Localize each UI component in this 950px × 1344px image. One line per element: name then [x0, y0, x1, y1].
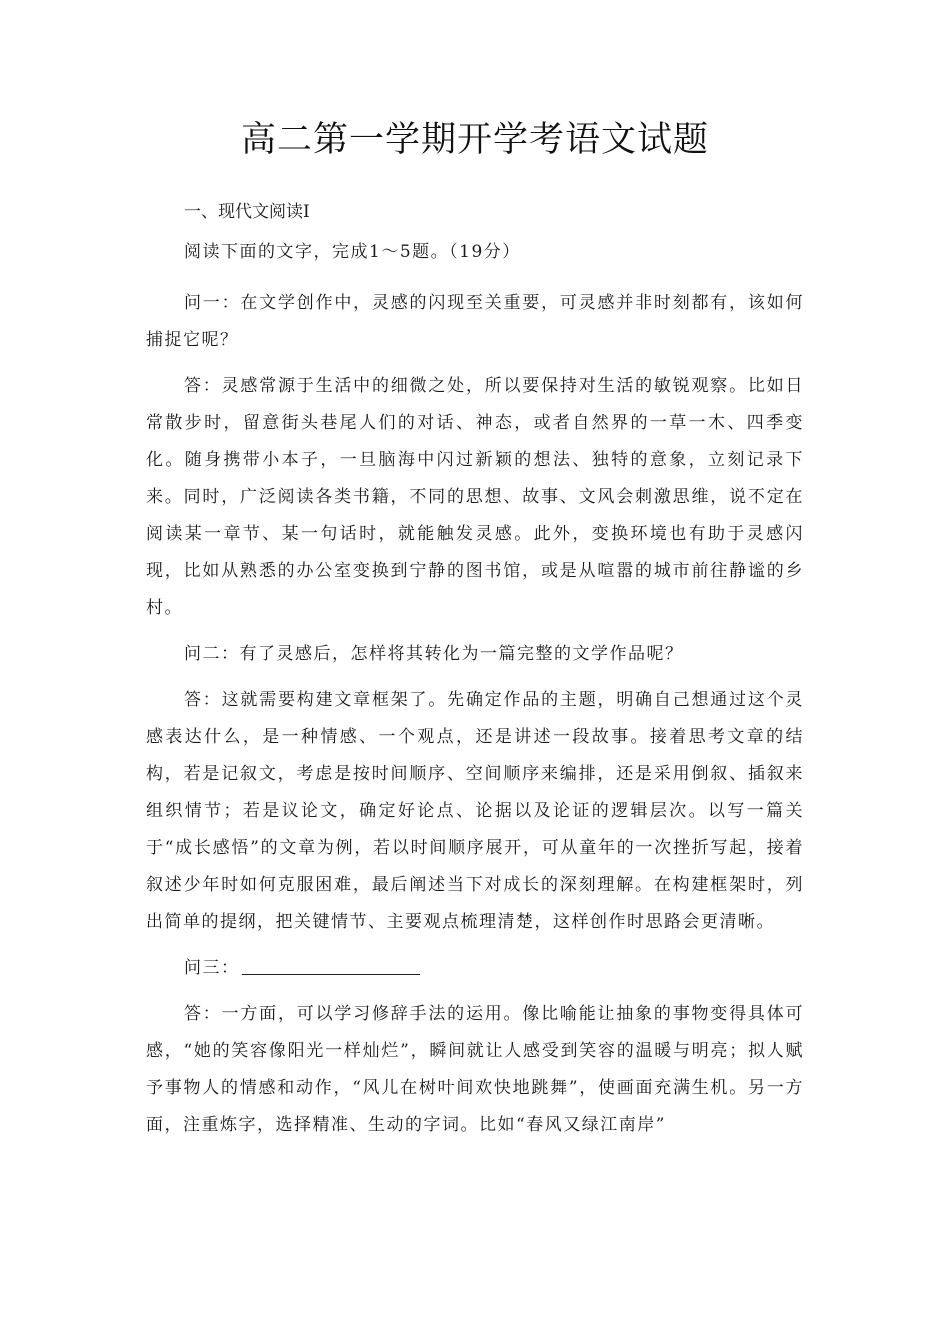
question-1: 问一：在文学创作中，灵感的闪现至关重要，可灵感并非时刻都有，该如何捕捉它呢？ — [146, 293, 804, 350]
section-heading: 一、现代文阅读Ⅰ — [184, 202, 310, 222]
question-2: 问二：有了灵感后，怎样将其转化为一篇完整的文学作品呢？ — [184, 644, 684, 664]
reading-instruction: 阅读下面的文字，完成1～5题。（19分） — [184, 242, 521, 262]
question-3-label: 问三： — [184, 958, 240, 978]
answer-blank-line[interactable] — [242, 956, 420, 975]
answer-1: 答：灵感常源于生活中的细微之处，所以要保持对生活的敏锐观察。比如日常散步时，留意街头巷尾人们的对话、神态，或者自然界的一草一木、四季变化。随身携带小本子，一旦脑海中闪过新颖的想法、独特的意象，立刻记录下来。同时，广泛阅读各类书籍，不同的思想、故事、文风会刺激思维，说不定在阅读某一章节、某一句话时，就能触发灵感。此外，变换环境也有助于灵感闪现，比如从熟悉的办公室变换到宁静的图书馆，或是从喧嚣的城市前往静谧的乡村。 — [146, 376, 804, 618]
answer-3: 答：一方面，可以学习修辞手法的运用。像比喻能让抽象的事物变得具体可感，“她的笑容像阳光一样灿烂”，瞬间就让人感受到笑容的温暖与明亮；拟人赋予事物人的情感和动作，“风儿在树叶间欢快地跳舞”，使画面充满生机。另一方面，注重炼字，选择精准、生动的字词。比如“春风又绿江南岸” — [146, 1004, 804, 1135]
answer-2: 答：这就需要构建文章框架了。先确定作品的主题，明确自己想通过这个灵感表达什么，是一种情感、一个观点，还是讲述一段故事。接着思考文章的结构，若是记叙文，考虑是按时间顺序、空间顺序来编排，还是采用倒叙、插叙来组织情节；若是议论文，确定好论点、论据以及论证的逻辑层次。以写一篇关于“成长感悟”的文章为例，若以时间顺序展开，可从童年的一次挫折写起，接着叙述少年时如何克服困难，最后阐述当下对成长的深刻理解。在构建框架时，列出简单的提纲，把关键情节、主要观点梳理清楚，这样创作时思路会更清晰。 — [146, 690, 804, 932]
page-title: 高二第一学期开学考语文试题 — [240, 120, 709, 160]
question-3 — [146, 950, 804, 987]
